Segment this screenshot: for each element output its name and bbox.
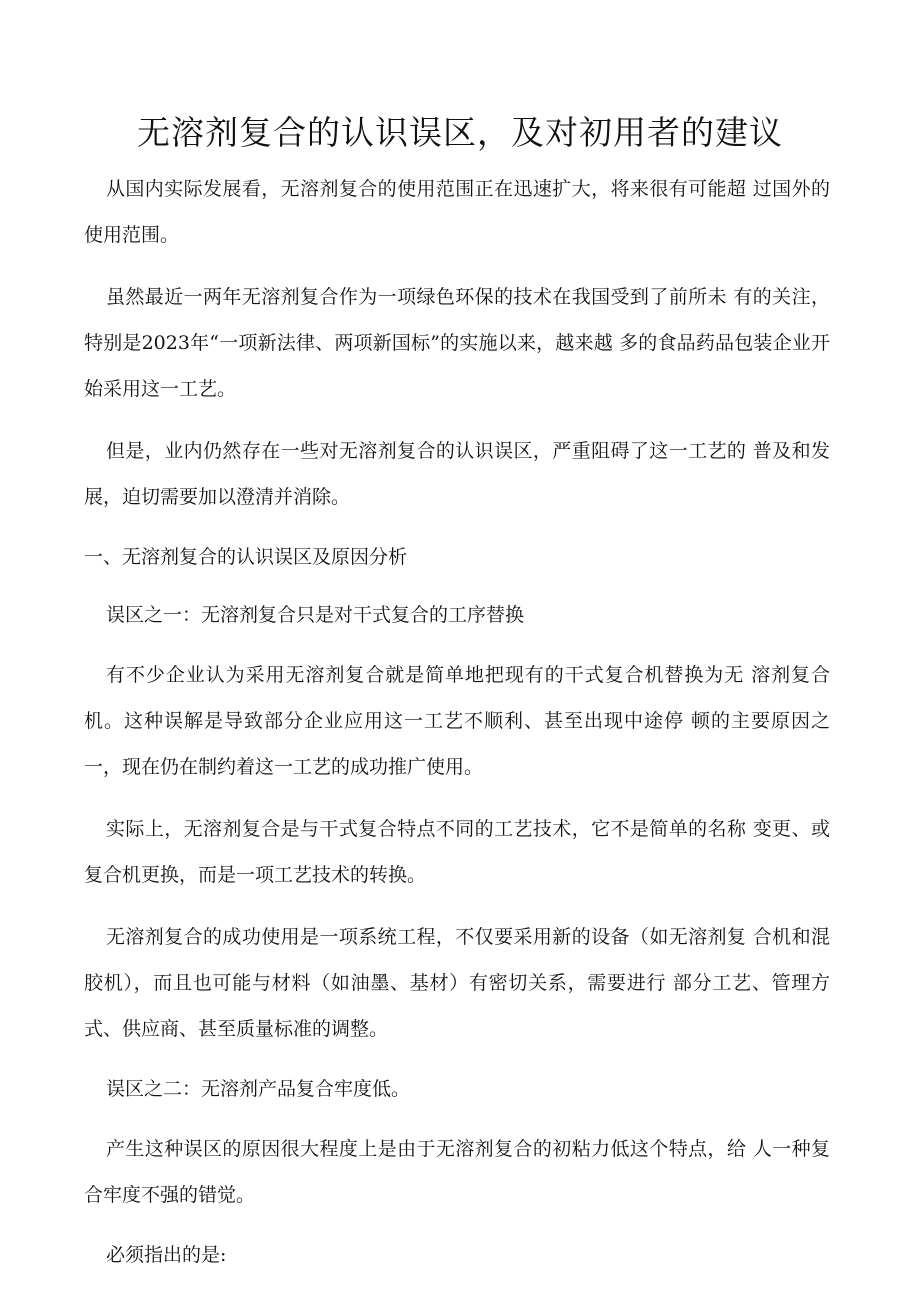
paragraph-bond-strength: 产生这种误区的原因很大程度上是由于无溶剂复合的初粘力低这个特点，给 人一种复合牢度不强的错觉。 [84, 1138, 830, 1206]
section-heading: 一、无溶剂复合的认识误区及原因分析 [84, 546, 408, 568]
paragraph-intro: 从国内实际发展看，无溶剂复合的使用范围正在迅速扩大，将来很有可能超 过国外的使用范围。 [84, 178, 830, 246]
paragraph-misconceptions: 但是，业内仍然存在一些对无溶剂复合的认识误区，严重阻碍了这一工艺的 普及和发展，迫切需要加以澄清并消除。 [84, 440, 830, 508]
subheading-misconception-2: 误区之二：无溶剂产品复合牢度低。 [106, 1078, 411, 1100]
page-title: 无溶剂复合的认识误区，及对初用者的建议 [137, 113, 783, 152]
paragraph-replacement: 有不少企业认为采用无溶剂复合就是简单地把现有的干式复合机替换为无 溶剂复合机。这种误解是导致部分企业应用这一工艺不顺利、甚至出现中途停 顿的主要原因之一，现在仍在制约着这一工艺的成功推广使用。 [84, 664, 830, 778]
document-body [84, 166, 830, 1292]
paragraph-attention: 虽然最近一两年无溶剂复合作为一项绿色环保的技术在我国受到了前所未 有的关注，特别是2023年“一项新法律、两项新国标”的实施以来，越来越 多的食品药品包装企业开始采用这一工艺。 [84, 286, 830, 400]
paragraph-must-note: 必须指出的是: [106, 1244, 227, 1266]
paragraph-process-change: 实际上，无溶剂复合是与干式复合特点不同的工艺技术，它不是简单的名称 变更、或复合机更换，而是一项工艺技术的转换。 [84, 818, 830, 886]
paragraph-system-engineering: 无溶剂复合的成功使用是一项系统工程，不仅要采用新的设备（如无溶剂复 合机和混胶机），而且也可能与材料（如油墨、基材）有密切关系，需要进行 部分工艺、管理方式、供应商、甚至质量标准的调整。 [84, 926, 830, 1040]
subheading-misconception-1: 误区之一：无溶剂复合只是对干式复合的工序替换 [106, 604, 525, 626]
